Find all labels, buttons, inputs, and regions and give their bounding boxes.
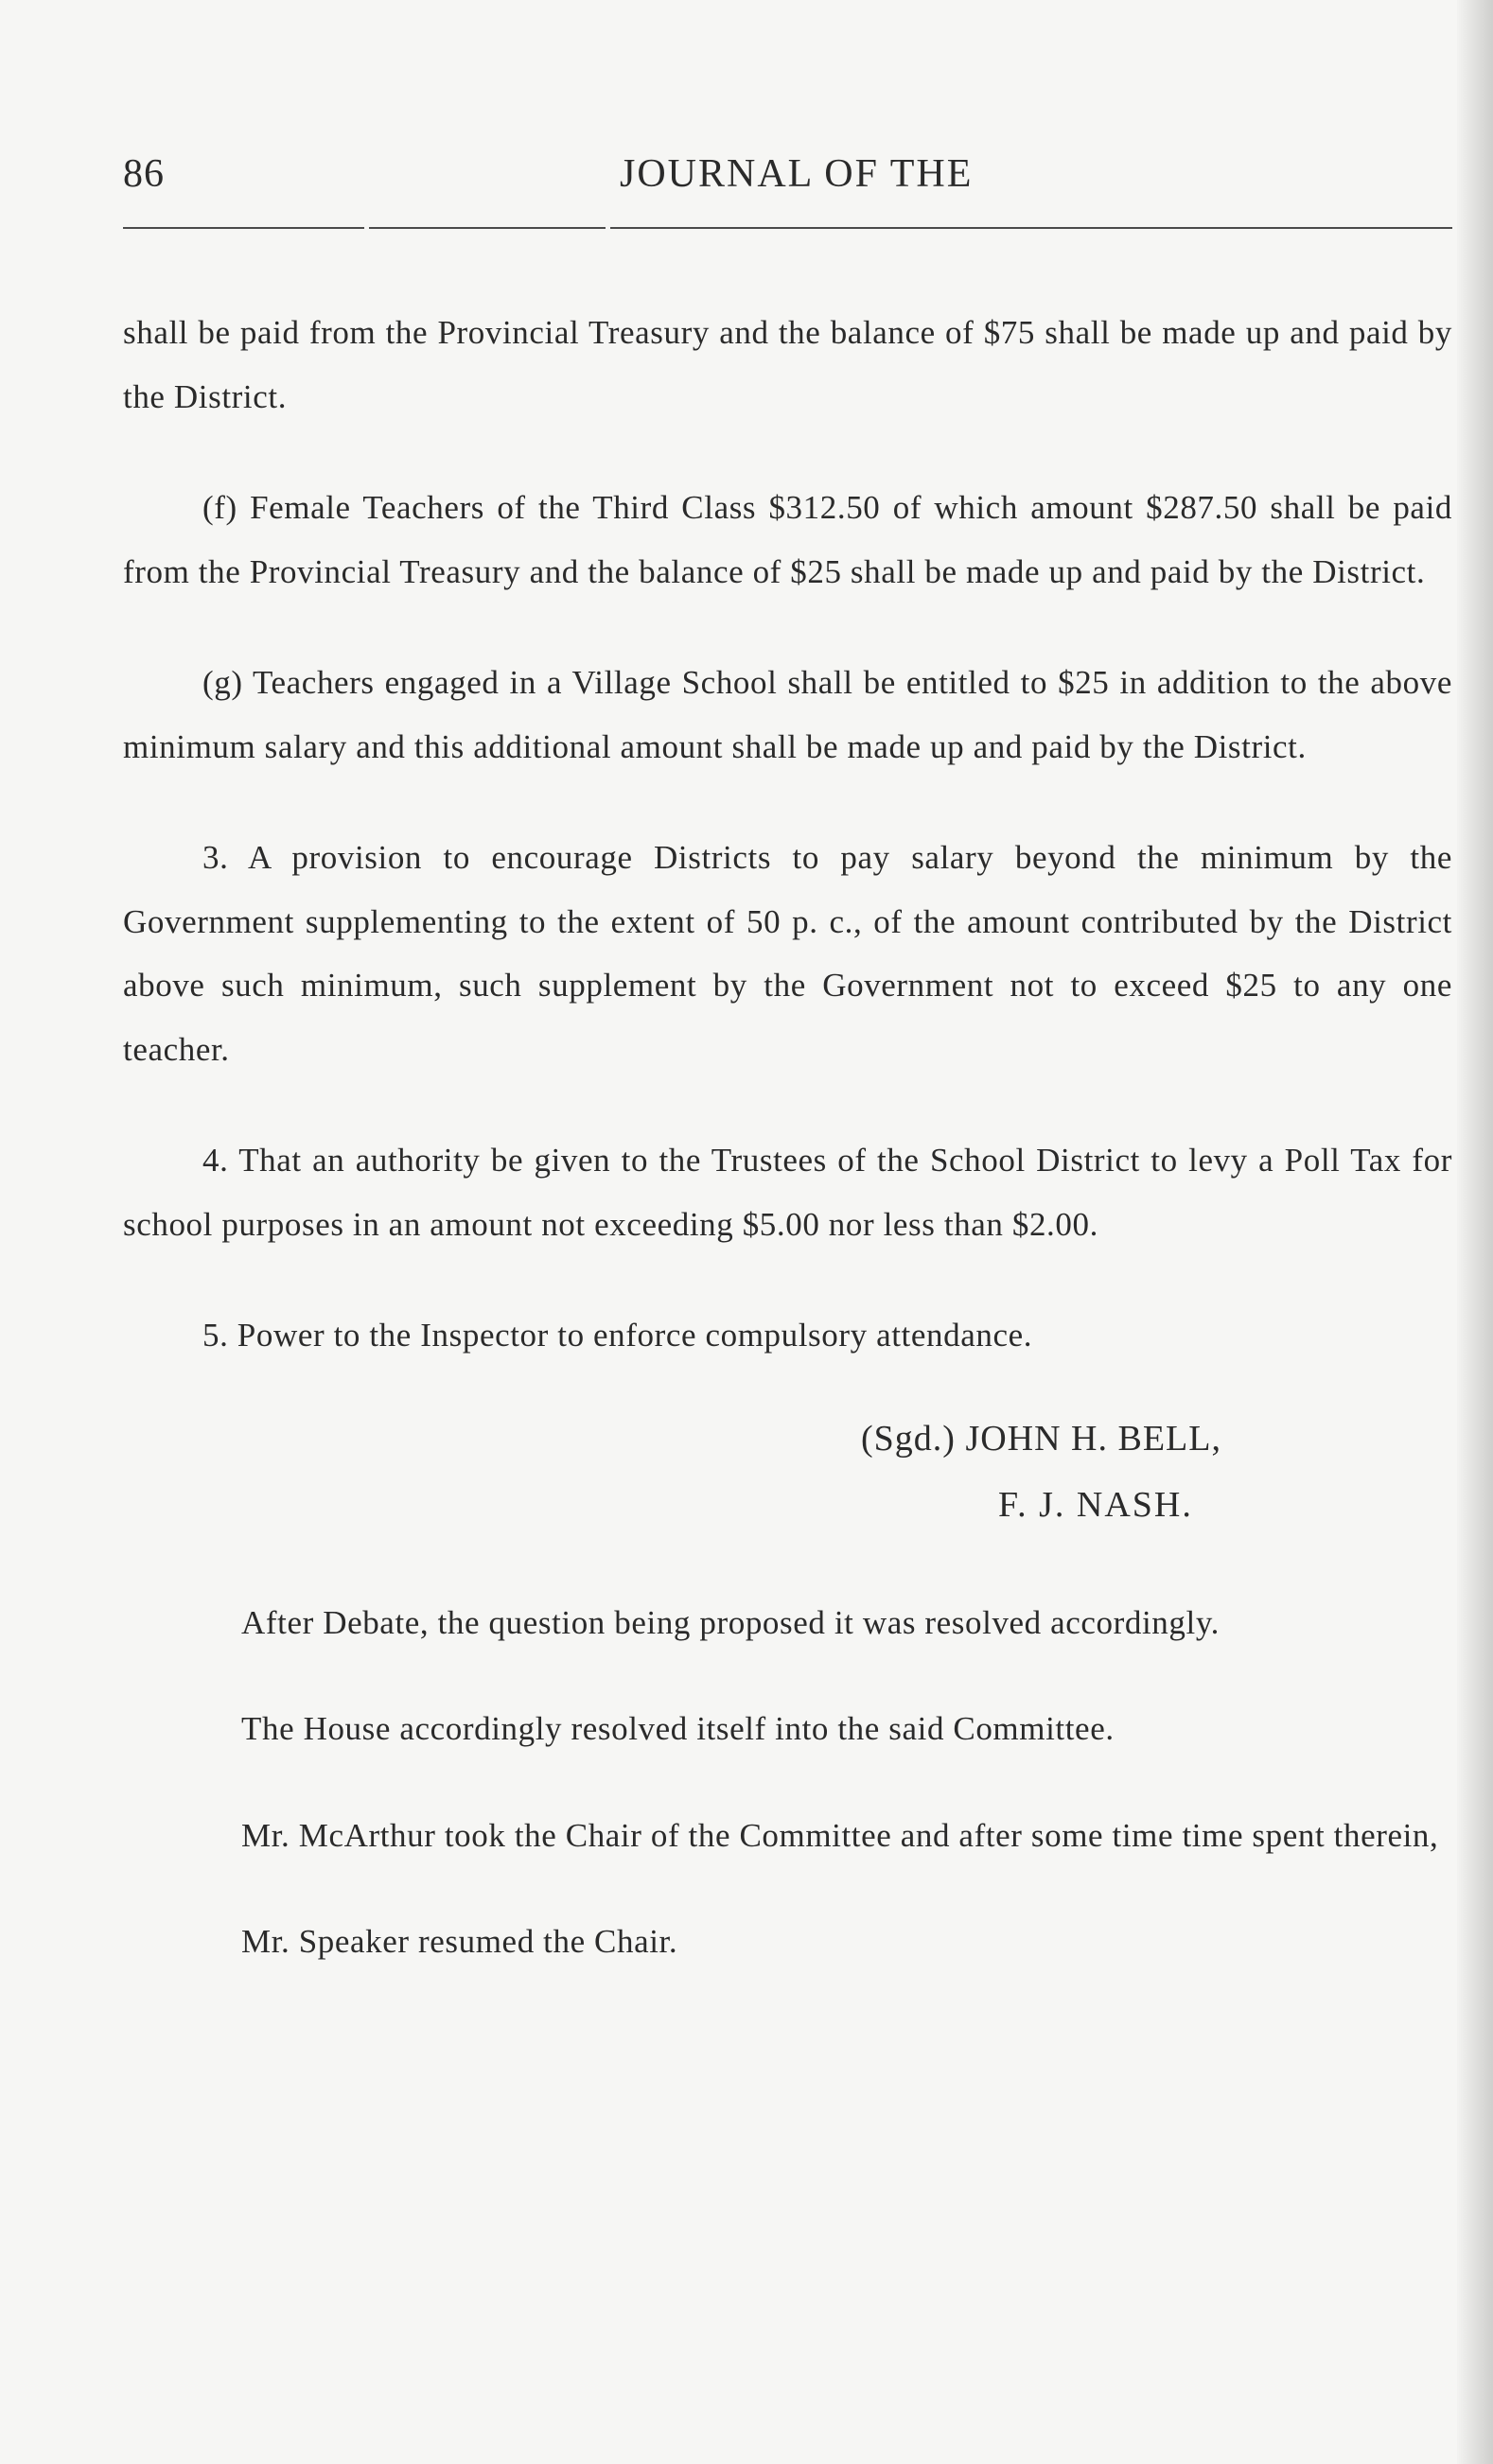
paragraph-village-school: (g) Teachers engaged in a Village School shall be entitled to $25 in addition to the above minimum salary and this additional amount shall be made up and paid by the District. (123, 664, 1452, 765)
page-number: 86 (123, 152, 165, 196)
signature-line: (Sgd.) JOHN H. BELL, (861, 1418, 1221, 1459)
paragraph-continuation: shall be paid from the Provincial Treasury and the balance of $75 shall be made up and paid by the District. (123, 314, 1452, 415)
body-text (123, 301, 1452, 2017)
header-rule (610, 227, 1452, 229)
paragraph-provision-3: 3. A provision to encourage Districts to pay salary beyond the minimum by the Government supplementing to the extent of 50 p. c., of the amount contributed by the District above such minimum, such supplement by the Government not to exceed $25 to any one teacher. (123, 839, 1452, 1068)
running-title: JOURNAL OF THE (620, 152, 974, 196)
header-rule (369, 227, 606, 229)
paragraph-mcarthur-chair: Mr. McArthur took the Chair of the Committee and after some time time spent therein, (241, 1816, 1439, 1854)
header-rule (123, 227, 364, 229)
paragraph-speaker-resumed: Mr. Speaker resumed the Chair. (241, 1923, 678, 1960)
paragraph-poll-tax-4: 4. That an authority be given to the Trustees of the School District to levy a Poll Tax for school purposes in an amount not exceeding $5.00 nor less than $2.00. (123, 1142, 1452, 1243)
paragraph-female-teachers: (f) Female Teachers of the Third Class $312.50 of which amount $287.50 shall be paid from the Provincial Treasury and the balance of $25 shall be made up and paid by the District. (123, 489, 1452, 590)
signature-block (123, 1406, 1452, 1538)
paragraph-attendance-5: 5. Power to the Inspector to enforce compulsory attendance. (202, 1317, 1033, 1354)
signature-line: F. J. NASH. (998, 1484, 1193, 1525)
page-header (123, 151, 1448, 208)
paragraph-debate: After Debate, the question being proposed it was resolved accordingly. (241, 1603, 1221, 1641)
page-edge-shadow (1457, 0, 1493, 2464)
paragraph-house-resolved: The House accordingly resolved itself into the said Committee. (241, 1710, 1115, 1747)
